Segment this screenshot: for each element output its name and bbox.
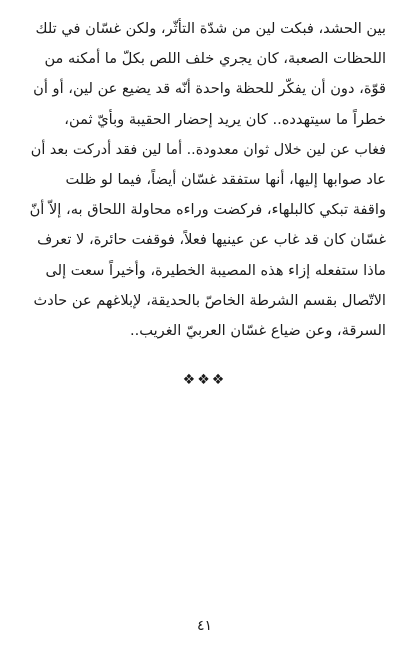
text-line: واقفة تبكي كالبلهاء، فركضت وراءه محاولة اللحاق به، إلاّ أنّ <box>29 201 386 219</box>
text-line: الاتّصال بقسم الشرطة الخاصّ بالحديقة، لإبلاغهم عن حادث <box>33 291 386 309</box>
text-line: بين الحشد، فبكت لين من شدّة التأثّر، ولكن غسّان في تلك <box>35 20 386 37</box>
text-line: غسّان كان قد غاب عن عينيها فعلاً، فوقفت حائرة، لا تعرف <box>37 231 386 249</box>
text-line: قوّة، دون أن يفكّر للحظة واحدة أنّه قد يضيع عن لين، أو أن <box>33 80 386 98</box>
section-break-ornament: ❖❖❖ <box>182 372 227 388</box>
text-line: خطراً ما سيتهدده.. كان يريد إحضار الحقيبة وبأيّ ثمن، <box>64 110 386 128</box>
text-line: فغاب عن لين خلال ثوان معدودة.. أما لين فقد أدركت بعد أن <box>30 141 386 158</box>
page-number: ٤١ <box>196 618 213 634</box>
text-line: عاد صوابها إليها، أنها ستفقد غسّان أيضاً، فيما لو ظلت <box>65 170 386 188</box>
text-line: ماذا ستفعله إزاء هذه المصيبة الخطيرة، وأخيراً سعت إلى <box>45 261 386 279</box>
text-line: اللحظات الصعبة، كان يجري خلف اللص بكلّ ما أمكنه من <box>44 50 386 68</box>
body-paragraph <box>26 14 386 346</box>
text-line: السرقة، وعن ضياع غسّان العربيّ الغريب.. <box>130 321 386 339</box>
